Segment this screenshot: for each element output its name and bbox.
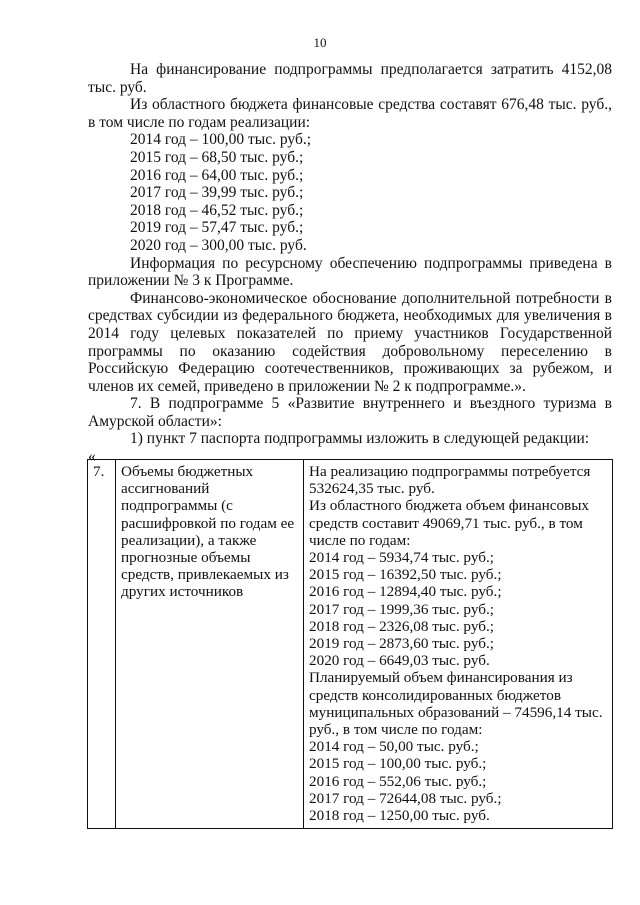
year-line: 2014 год – 100,00 тыс. руб.;: [130, 131, 312, 149]
content-line: 2019 год – 2873,60 тыс. руб.;: [309, 635, 494, 653]
content-line: 2014 год – 50,00 тыс. руб.;: [309, 738, 479, 756]
page-number: 10: [313, 35, 327, 50]
row-content: [304, 460, 613, 829]
body-text: [88, 61, 612, 466]
row-label: Объемы бюджетных ассигнований подпрограммы (с расшифровкой по годам ее реализации), а также прогнозные объемы средств, привлекаемых из других источников: [116, 460, 304, 829]
paragraph-economic-justification: Финансово-экономическое обоснование дополнительной потребности в средствах субсидии из федерального бюджета, необходимых для увеличения в 2014 году целевых показателей по приему участников Государственной программы по оказанию содействия добровольному переселению в Российскую Федерацию соотечественников, проживающих за рубежом, и членов их семей, приведено в приложении № 2 к подпрограмме.».: [88, 289, 612, 395]
year-line: 2019 год – 57,47 тыс. руб.;: [130, 219, 304, 237]
paragraph-regional-budget: Из областного бюджета финансовые средства составят 676,48 тыс. руб., в том числе по годам реализации:: [88, 96, 612, 131]
content-line: 2014 год – 5934,74 тыс. руб.;: [309, 549, 494, 567]
content-line: 2018 год – 2326,08 тыс. руб.;: [309, 617, 494, 635]
content-line: 2018 год – 1250,00 тыс. руб.: [309, 807, 490, 825]
paragraph-item-1: 1) пункт 7 паспорта подпрограммы изложить в следующей редакции:: [130, 430, 590, 448]
content-line: Планируемый объем финансирования из средств консолидированных бюджетов муниципальных образований – 74596,14 тыс. руб., в том числе по годам:: [309, 669, 603, 739]
content-line: 2016 год – 12894,40 тыс. руб.;: [309, 583, 502, 601]
content-line: 2017 год – 1999,36 тыс. руб.;: [309, 600, 494, 618]
content-line: 2015 год – 100,00 тыс. руб.;: [309, 755, 487, 773]
year-line: 2020 год – 300,00 тыс. руб.: [130, 236, 307, 254]
year-line: 2018 год – 46,52 тыс. руб.;: [130, 201, 304, 219]
paragraph-subprogram-5: 7. В подпрограмме 5 «Развитие внутреннего и въездного туризма в Амурской области»:: [88, 395, 612, 430]
content-line: 2015 год – 16392,50 тыс. руб.;: [309, 566, 502, 584]
content-line: На реализацию подпрограммы потребуется 532624,35 тыс. руб.: [309, 463, 591, 498]
content-line: 2016 год – 552,06 тыс. руб.;: [309, 772, 487, 790]
content-line: 2017 год – 72644,08 тыс. руб.;: [309, 789, 502, 807]
table-row: [88, 460, 613, 829]
paragraph-financing-total: На финансирование подпрограммы предполагается затратить 4152,08 тыс. руб.: [88, 61, 612, 96]
content-line: 2020 год – 6649,03 тыс. руб.: [309, 652, 490, 670]
passport-table: [87, 459, 613, 829]
paragraph-resource-info: Информация по ресурсному обеспечению подпрограммы приведена в приложении № 3 к Программе.: [88, 254, 612, 290]
content-line: Из областного бюджета объем финансовых средств составит 49069,71 тыс. руб., в том числе по годам:: [309, 497, 590, 549]
opening-quote: «: [88, 448, 96, 466]
row-number: 7.: [88, 460, 116, 829]
year-line: 2017 год – 39,99 тыс. руб.;: [130, 184, 304, 202]
year-line: 2015 год – 68,50 тыс. руб.;: [130, 148, 304, 166]
year-line: 2016 год – 64,00 тыс. руб.;: [130, 166, 304, 184]
